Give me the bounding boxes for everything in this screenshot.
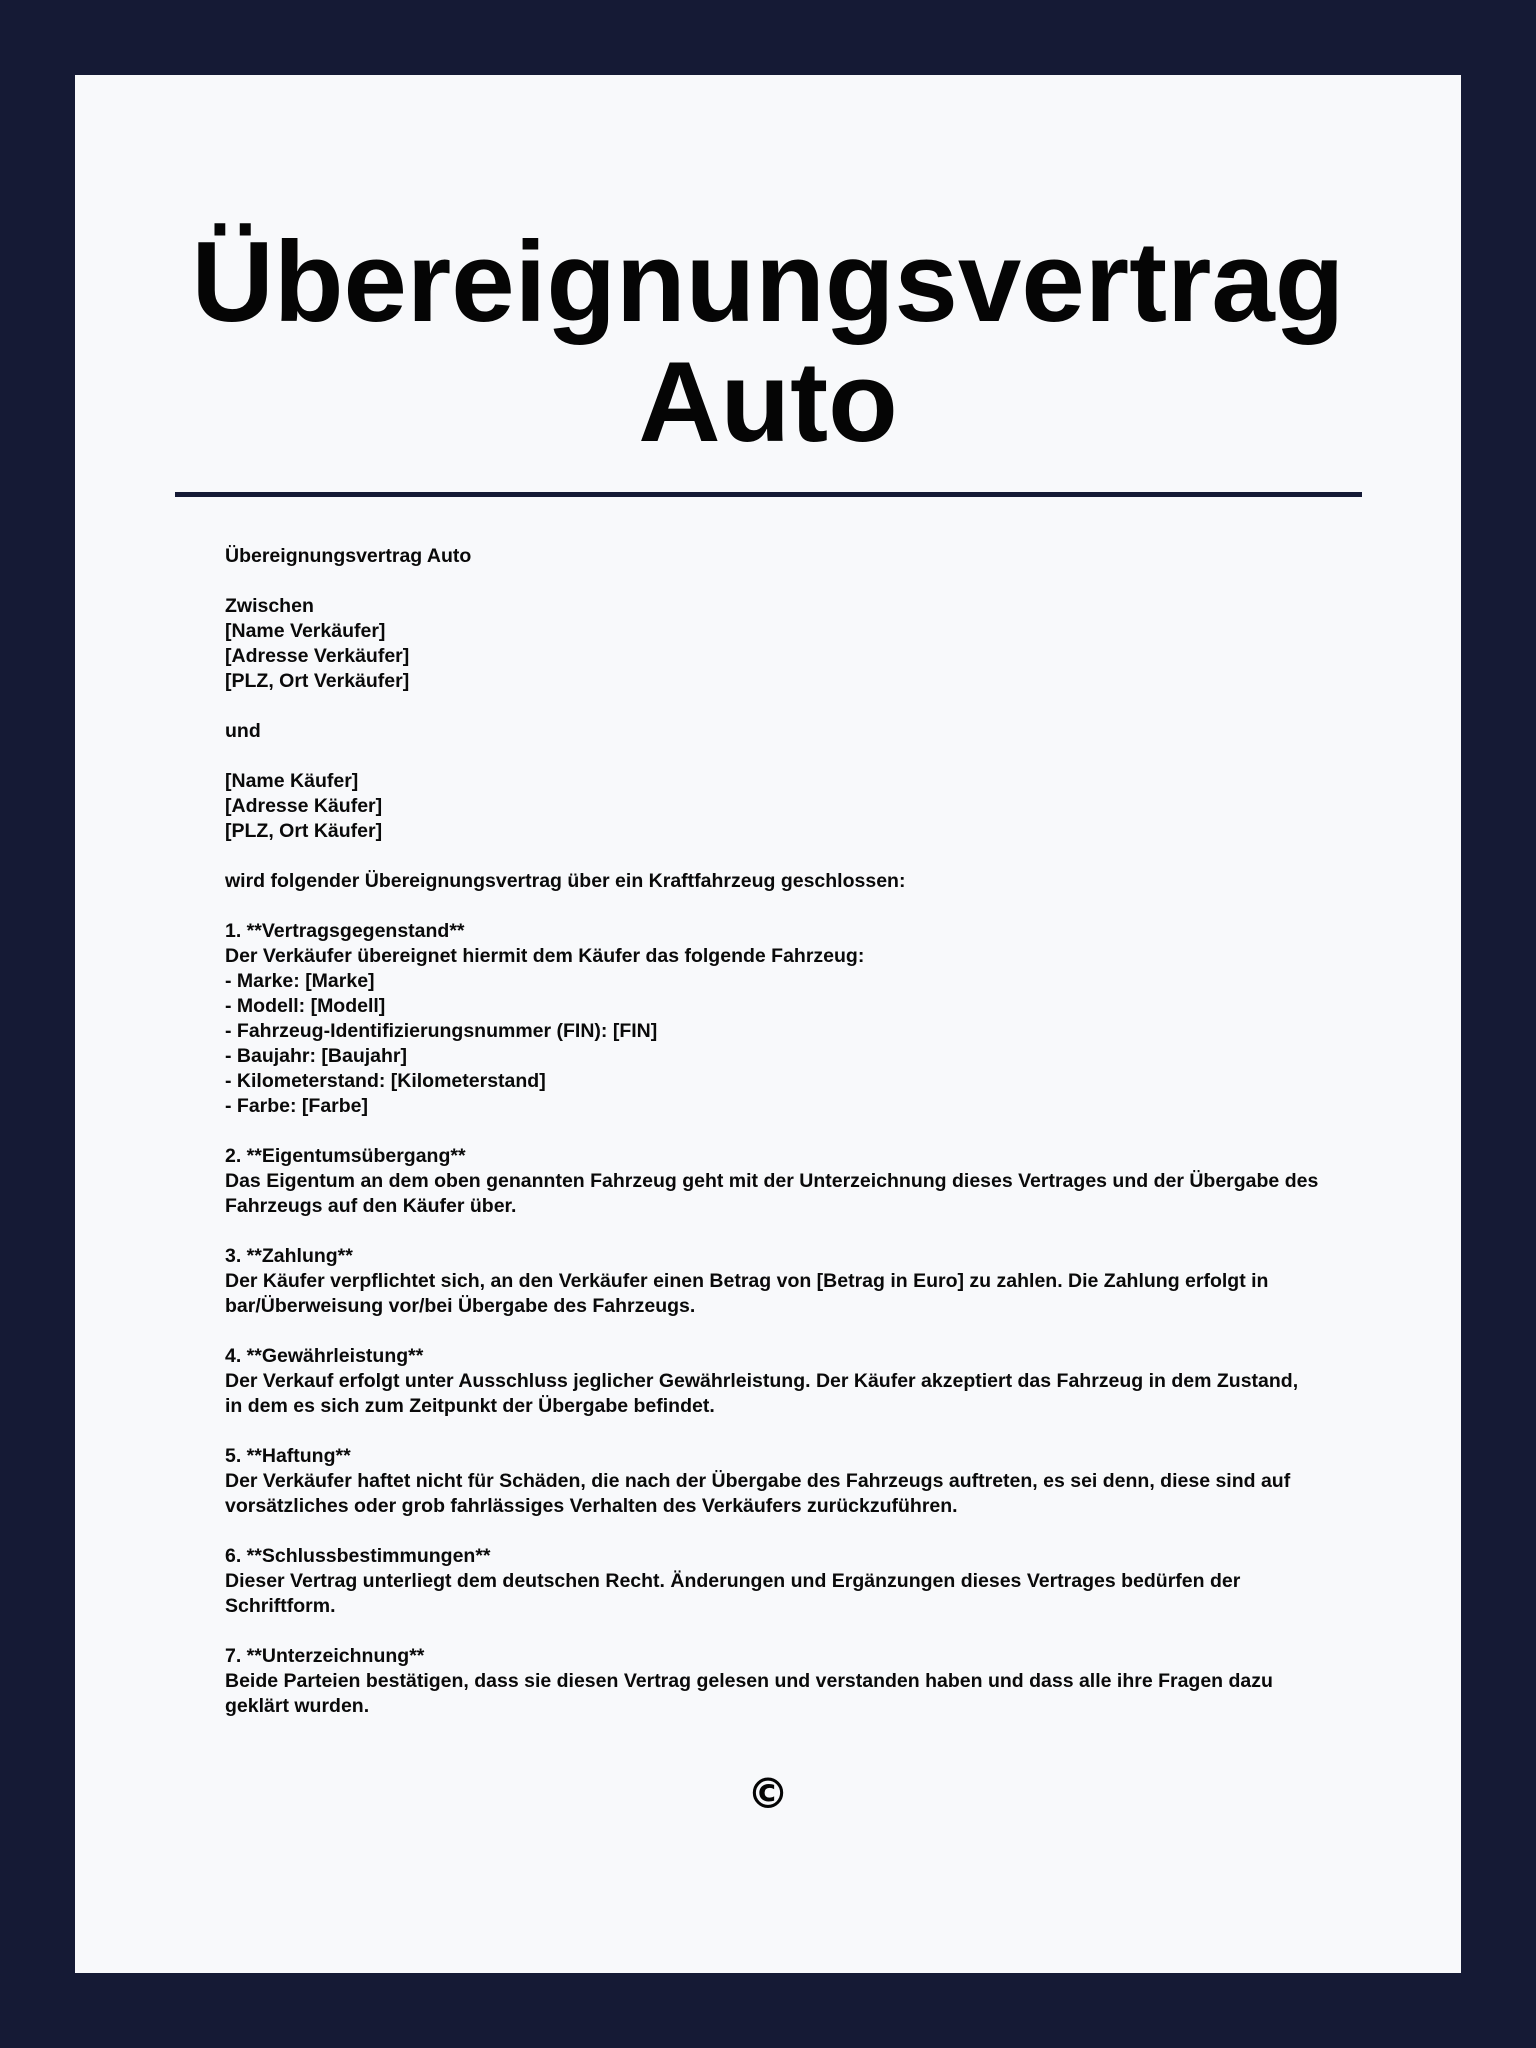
contract-line: [Name Käufer]	[225, 770, 359, 792]
contract-line: [PLZ, Ort Käufer]	[225, 820, 383, 842]
contract-line: Das Eigentum an dem oben genannten Fahrzeug geht mit der Unterzeichnung dieses Vertrages und der Übergabe des	[225, 1170, 1319, 1192]
contract-body	[225, 544, 1425, 1719]
contract-line: - Marke: [Marke]	[225, 970, 375, 992]
contract-line: [Adresse Verkäufer]	[225, 645, 410, 667]
blank-line	[225, 569, 1425, 594]
contract-line: - Fahrzeug-Identifizierungsnummer (FIN): [FIN]	[225, 1020, 658, 1042]
contract-line: 5. **Haftung**	[225, 1445, 351, 1467]
contract-line: Beide Parteien bestätigen, dass sie diesen Vertrag gelesen und verstanden haben und dass alle ihre Fragen dazu	[225, 1670, 1273, 1692]
contract-line: - Farbe: [Farbe]	[225, 1095, 369, 1117]
contract-line: 2. **Eigentumsübergang**	[225, 1145, 466, 1167]
blank-line	[225, 1219, 1425, 1244]
contract-line: Fahrzeugs auf den Käufer über.	[225, 1195, 517, 1217]
blank-line	[225, 1519, 1425, 1544]
contract-line: Der Verkäufer übereignet hiermit dem Käufer das folgende Fahrzeug:	[225, 945, 865, 967]
contract-line: - Kilometerstand: [Kilometerstand]	[225, 1070, 546, 1092]
contract-line: bar/Überweisung vor/bei Übergabe des Fahrzeugs.	[225, 1295, 696, 1317]
blank-line	[225, 894, 1425, 919]
contract-line: 4. **Gewährleistung**	[225, 1345, 424, 1367]
document-title-line-2: Auto	[638, 339, 898, 466]
title-divider	[175, 492, 1362, 497]
contract-line: geklärt wurden.	[225, 1695, 370, 1717]
document-title-line-1: Übereignungsvertrag	[191, 219, 1345, 346]
contract-line: 1. **Vertragsgegenstand**	[225, 920, 465, 942]
blank-line	[225, 744, 1425, 769]
contract-line: Übereignungsvertrag Auto	[225, 545, 472, 567]
contract-line: Der Verkäufer haftet nicht für Schäden, die nach der Übergabe des Fahrzeugs auftreten, es sei denn, diese sind auf	[225, 1470, 1291, 1492]
contract-line: [PLZ, Ort Verkäufer]	[225, 670, 410, 692]
copyright-icon: ©	[747, 1769, 789, 1818]
contract-line: Zwischen	[225, 595, 314, 617]
blank-line	[225, 844, 1425, 869]
contract-line: wird folgender Übereignungsvertrag über ein Kraftfahrzeug geschlossen:	[225, 870, 906, 892]
blank-line	[225, 1619, 1425, 1644]
contract-line: [Adresse Käufer]	[225, 795, 383, 817]
contract-line: Dieser Vertrag unterliegt dem deutschen Recht. Änderungen und Ergänzungen dieses Vertrages bedürfen der	[225, 1570, 1241, 1592]
blank-line	[225, 1319, 1425, 1344]
blank-line	[225, 1119, 1425, 1144]
contract-line: 6. **Schlussbestimmungen**	[225, 1545, 491, 1567]
contract-line: [Name Verkäufer]	[225, 620, 386, 642]
contract-line: Der Verkauf erfolgt unter Ausschluss jeglicher Gewährleistung. Der Käufer akzeptiert das Fahrzeug in dem Zustand,	[225, 1370, 1299, 1392]
contract-line: 3. **Zahlung**	[225, 1245, 353, 1267]
contract-line: - Baujahr: [Baujahr]	[225, 1045, 408, 1067]
blank-line	[225, 694, 1425, 719]
document-page	[75, 75, 1461, 1973]
document-title	[75, 219, 1461, 466]
blank-line	[225, 1419, 1425, 1444]
contract-line: - Modell: [Modell]	[225, 995, 386, 1017]
contract-line: vorsätzliches oder grob fahrlässiges Verhalten des Verkäufers zurückzuführen.	[225, 1495, 958, 1517]
contract-line: und	[225, 720, 261, 742]
contract-line: Schriftform.	[225, 1595, 336, 1617]
contract-line: 7. **Unterzeichnung**	[225, 1645, 425, 1667]
contract-line: Der Käufer verpflichtet sich, an den Verkäufer einen Betrag von [Betrag in Euro] zu zahlen. Die Zahlung erfolgt in	[225, 1270, 1269, 1292]
contract-line: in dem es sich zum Zeitpunkt der Übergabe befindet.	[225, 1395, 715, 1417]
